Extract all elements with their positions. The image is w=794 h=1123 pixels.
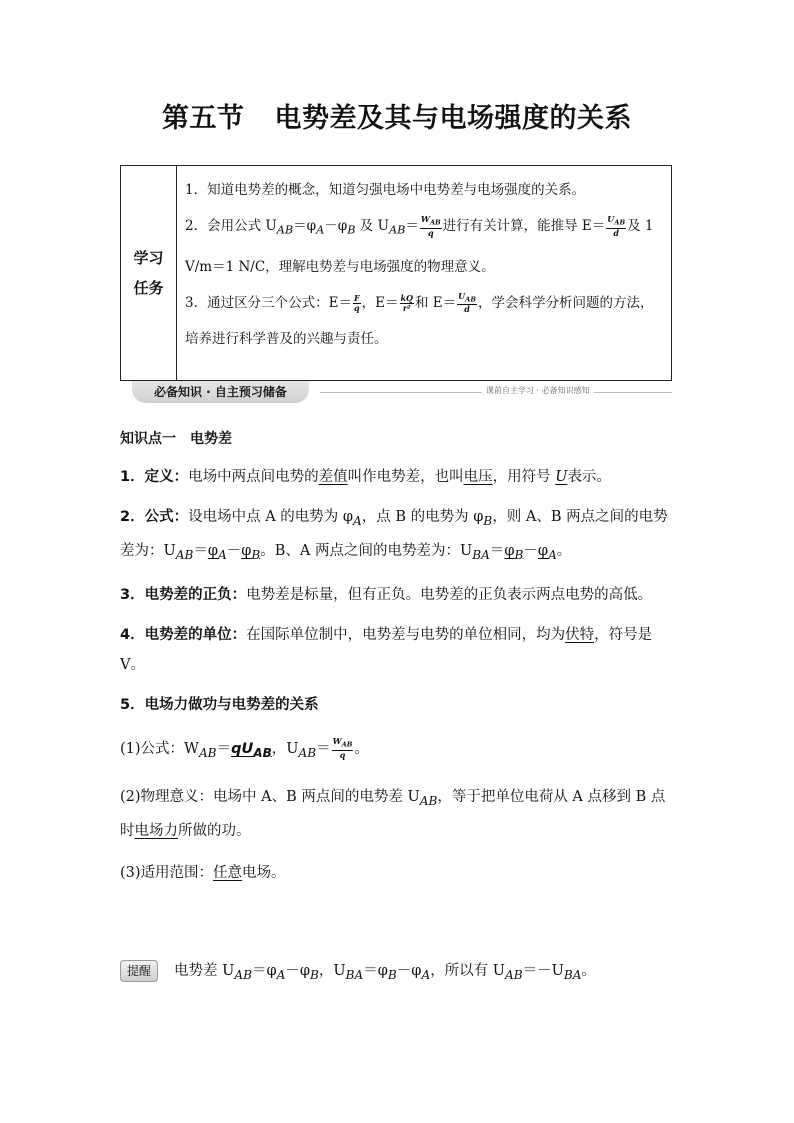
banner-label: 必备知识 · 自主预习储备 [132, 381, 309, 403]
paragraph-physical-meaning: (2)物理意义：电场中 A、B 两点间的电势差 $U_{AB}$，等于把单位电荷从 A 点移到 B 点时电场力所做的功。 [120, 788, 666, 839]
tip-badge: 提醒 [120, 960, 158, 982]
learning-tasks-list [185, 172, 665, 357]
banner-subtitle: 课前自主学习 · 必备知识感知 [482, 385, 594, 396]
learning-tasks-label [121, 166, 177, 380]
task-item-3: 3．通过区分三个公式：E＝ $\frac{F}{q}$ ，E＝ $\frac{kQ}{\text{r²}}$ 和 E＝ $\frac{U_{AB}}{d}$ ，学会科学分析问题的方法，培养进行科学普及的兴趣与责任。 [185, 290, 654, 347]
task-item-2: 2．会用公式 $U_{AB}=\varphi_A-\varphi_B$ 及 $U_{AB}=$ $\frac{W_{AB}}{q}$ 进行有关计算，能推导 E＝ $\frac{U_{AB}}{d}$ 及 1 V/m＝1 N/C，理解电势差与电场强度的物理意义。 [185, 214, 654, 275]
fraction-kq-over-r2: $\frac{kQ}{\text{r²}}$ [400, 292, 414, 313]
section-banner [120, 381, 672, 405]
paragraph-formula-work: (1)公式：$W_{AB}=qU_{AB}$，$U_{AB}=$ $\frac{W_{AB}}{q}$ 。 [120, 736, 369, 761]
paragraph-definition: 1．定义：电场中两点间电势的差值叫作电势差，也叫电压，用符号 U表示。 [120, 469, 611, 485]
tip-note [120, 958, 676, 988]
fraction-uab-over-d-2: $\frac{U_{AB}}{d}$ [458, 290, 476, 315]
fraction-wab-over-q: $\frac{W_{AB}}{q}$ [420, 214, 441, 238]
label-line-2: 任务 [133, 279, 164, 297]
section-heading: 知识点一 电势差 [120, 431, 232, 447]
title-topic: 电势差及其与电场强度的关系 [274, 103, 632, 134]
fraction-f-over-q: $\frac{F}{q}$ [353, 292, 360, 313]
paragraph-scope: (3)适用范围：任意电场。 [120, 864, 286, 881]
paragraph-sign: 3．电势差的正负：电势差是标量，但有正负。电势差的正负表示两点电势的高低。 [120, 586, 653, 603]
page-title [0, 96, 794, 135]
fraction-wab-over-q-body: $\frac{W_{AB}}{q}$ [332, 736, 353, 761]
learning-tasks-box [120, 165, 672, 381]
tip-text: 电势差 $U_{AB}=\varphi_A-\varphi_B$，$U_{BA}=\varphi_B-\varphi_A$，所以有 $U_{AB}=-U_{BA}$。 [174, 963, 596, 982]
main-content [120, 424, 676, 888]
paragraph-formula: 2．公式：设电场中点 A 的电势为 $\varphi_A$，点 B 的电势为 $\varphi_B$，则 A、B 两点之间的电势差为：$U_{AB}=\varphi_A-\varphi_B$。B、A 两点之间的电势差为：$U_{BA}=\varphi_B-\varphi_A$。 [120, 509, 668, 562]
title-section-number: 第五节 [162, 103, 245, 134]
label-line-1: 学习 [133, 249, 164, 267]
task-item-1: 1．知道电势差的概念，知道匀强电场中电势差与电场强度的关系。 [185, 182, 586, 198]
fraction-uab-over-d: $\frac{U_{AB}}{d}$ [607, 214, 626, 238]
paragraph-unit: 4．电势差的单位：在国际单位制中，电势差与电势的单位相同，均为伏特，符号是 V。 [120, 626, 653, 673]
paragraph-work-relation: 5．电场力做功与电势差的关系 [120, 696, 319, 713]
